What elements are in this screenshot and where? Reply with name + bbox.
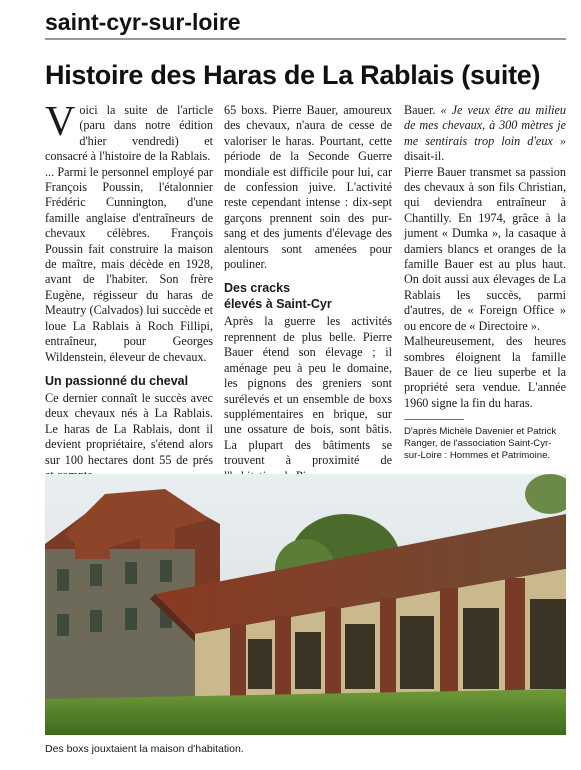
article-headline: Histoire des Haras de La Rablais (suite) [45,60,541,90]
stables-photo-illustration [45,474,566,735]
body-paragraph: Après la guerre les activités reprennent de plus belle. Pierre Bauer étend son élevage ; il aménage peu à peu le domaine, les pignons des greniers sont surélevés et un ensemble de boxs supplémentaires en brique, sur une ossature de bois, sont bâtis. La plupart des bâtiments se trouvent à proximité de [224,314,392,468]
drop-cap: V [45,99,76,145]
subheading-line: Des cracks [224,281,291,296]
subheading-line: élevés à Saint-Cyr [224,297,332,312]
quotation: « Je veux être au milieu de mes chevaux, à 300 mètres je me sentirais trop loin d'eux » [404,103,566,148]
subheading [224,280,392,312]
article-column-3 [404,103,566,462]
body-paragraph: 65 boxs. Pierre Bauer, amoureux des chevaux, n'aura de cesse de valoriser le haras. Pourtant, cette période de la Seconde Guerre mondiale est difficile pour lui, car de confession juive. L'activité reste cependant intense : dix-sept garçons prennent soin des pur-sang et des juments d'élevage des alentours sont amenées pour pouliner. [224,103,392,272]
article-column-1 [45,99,213,483]
article-column-2 [224,103,392,484]
text-run: Bauer. [404,103,441,117]
text-run: disait-il. [404,149,445,164]
body-paragraph [404,103,566,165]
photo-caption: Des boxs jouxtaient la maison d'habitation. [45,743,244,755]
section-rubric: saint-cyr-sur-loire [45,8,566,40]
body-paragraph: Ce dernier connaît le succès avec deux chevaux nés à La Rablais. Le haras de La Rablais, dont il devient propriétaire, s'étend alors sur 100 hectares dont 55 de prés [45,390,213,467]
body-paragraph: Pierre Bauer transmet sa passion des chevaux à son fils Christian, qui deviendra entraîneur à Chantilly. En 1974, grâce à la jument « Dumka », la casaque à damiers blancs et oranges de la famille Bauer est au plus haut. On doit aussi aux élevages de La Rablais les succès, parmi d'autres, de « Foreign Office » ou encore de « Directoire ». [404,164,566,333]
intro-text: oici la suite de l'article (paru dans notre édition d'hier vendredi) et consacré à l'histoire de la Rablais. [45,103,213,164]
subheading: Un passionné du cheval [45,373,189,388]
author-credit: D'après Michèle Davenier et Patrick Ranger, de l'association Saint-Cyr-sur-Loire : Hommes et Patrimoine. [404,426,557,462]
intro-paragraph [45,99,213,165]
divider [404,419,464,420]
body-paragraph: ... Parmi le personnel employé par François Poussin, l'étalonnier Frédéric Cunnington, d'une famille anglaise d'entraîneurs de chevaux célèbres. François Poussin fait construire la maison de maître, mais décède en 1928, avant de l'habiter. Son frère Eugène, régisseur du haras de Meautry (Calvados) lui succède et loue La Rablais à Roch Fillipi, entraîneur, pour Georges Wildenstein, éleveur de chevaux. [45,164,213,364]
body-paragraph: Malheureusement, des heures sombres éloignent la famille Bauer de ce lieu superbe et la propriété sera vendue. L'année 1960 signe la fin du haras. [404,334,566,410]
article-photo [45,474,566,735]
